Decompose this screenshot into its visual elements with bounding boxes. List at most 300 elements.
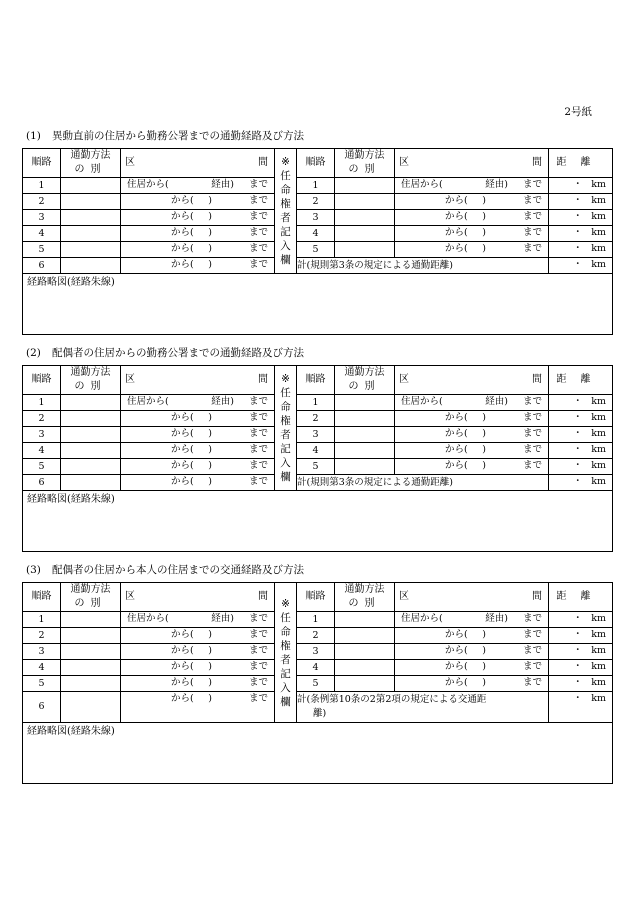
header-method-l2: の別 xyxy=(74,164,107,175)
distance-cell[interactable] xyxy=(549,459,613,475)
via-text: 経由) xyxy=(211,613,234,624)
dot-text: ・ xyxy=(573,179,583,190)
order-number: 5 xyxy=(23,676,61,692)
method-cell[interactable] xyxy=(335,628,395,644)
dot-text: ・ xyxy=(573,613,583,624)
from-text: から( xyxy=(171,677,194,688)
table-row xyxy=(23,692,613,723)
table-row xyxy=(23,660,613,676)
header-section xyxy=(121,583,275,612)
distance-cell[interactable] xyxy=(549,395,613,411)
section-cell[interactable] xyxy=(395,411,549,427)
order-number: 1 xyxy=(297,178,335,194)
order-number: 4 xyxy=(297,660,335,676)
until-text: まで xyxy=(522,444,542,455)
method-cell[interactable] xyxy=(335,443,395,459)
km-unit: km xyxy=(591,227,606,238)
from-home-text: 住居から( xyxy=(127,396,169,407)
until-text: まで xyxy=(248,211,268,222)
section-cell[interactable] xyxy=(121,612,275,628)
dot-text: ・ xyxy=(573,243,583,254)
close-paren: ) xyxy=(482,227,486,238)
appointer-char: 記 xyxy=(280,667,291,680)
header-method-l1: 通勤方法 xyxy=(344,367,385,378)
section-heading: 配偶者の住居から本人の住居までの交通経路及び方法 xyxy=(52,564,304,576)
section-cell[interactable] xyxy=(121,395,275,411)
from-text: から( xyxy=(445,661,468,672)
table-row xyxy=(23,628,613,644)
until-text: まで xyxy=(522,629,542,640)
until-text: まで xyxy=(248,677,268,688)
section-number: (1) xyxy=(26,130,41,142)
header-section xyxy=(395,366,549,395)
close-paren: ) xyxy=(208,243,212,254)
close-paren: ) xyxy=(208,428,212,439)
section-cell[interactable] xyxy=(121,210,275,226)
order-number: 2 xyxy=(297,194,335,210)
method-cell[interactable] xyxy=(61,395,121,411)
appointer-char: 入 xyxy=(280,681,291,694)
appointer-char: 命 xyxy=(280,401,291,413)
section-cell[interactable] xyxy=(395,178,549,194)
section-title xyxy=(26,562,304,577)
close-paren: ) xyxy=(482,412,486,423)
order-number: 4 xyxy=(297,226,335,242)
method-cell[interactable] xyxy=(335,178,395,194)
distance-cell[interactable] xyxy=(549,644,613,660)
until-text: まで xyxy=(248,227,268,238)
section-cell[interactable] xyxy=(121,644,275,660)
method-cell[interactable] xyxy=(61,628,121,644)
dot-text: ・ xyxy=(573,476,583,487)
via-text: 経由) xyxy=(211,396,234,407)
method-cell[interactable] xyxy=(335,459,395,475)
appointer-mark: ※ xyxy=(281,597,290,610)
distance-cell[interactable] xyxy=(549,411,613,427)
km-unit: km xyxy=(591,613,606,624)
appointer-column xyxy=(275,583,297,723)
from-text: から( xyxy=(171,693,194,704)
section-cell[interactable] xyxy=(121,194,275,210)
section-cell[interactable] xyxy=(121,258,275,274)
from-text: から( xyxy=(171,428,194,439)
header-section-b: 間 xyxy=(532,374,542,385)
via-text: 経由) xyxy=(485,396,508,407)
from-text: から( xyxy=(171,661,194,672)
section-cell[interactable] xyxy=(395,660,549,676)
form-number: 2号紙 xyxy=(564,106,592,118)
section-cell[interactable] xyxy=(121,427,275,443)
section-cell[interactable] xyxy=(121,660,275,676)
appointer-char: 者 xyxy=(280,653,291,666)
dot-text: ・ xyxy=(573,259,583,270)
table-row xyxy=(23,612,613,628)
section-cell[interactable] xyxy=(121,178,275,194)
km-unit: km xyxy=(591,412,606,423)
section-cell[interactable] xyxy=(121,411,275,427)
table-row xyxy=(23,644,613,660)
appointer-char: 権 xyxy=(280,639,291,652)
distance-cell[interactable] xyxy=(549,226,613,242)
method-cell[interactable] xyxy=(61,459,121,475)
distance-cell[interactable] xyxy=(549,443,613,459)
order-number: 3 xyxy=(23,210,61,226)
until-text: まで xyxy=(522,613,542,624)
close-paren: ) xyxy=(208,195,212,206)
total-line1: 計(規則第3条の規定による通勤距離) xyxy=(297,476,453,488)
header-method-l1: 通勤方法 xyxy=(70,367,111,378)
method-cell[interactable] xyxy=(61,427,121,443)
distance-cell[interactable] xyxy=(549,194,613,210)
section-cell[interactable] xyxy=(395,459,549,475)
order-number: 5 xyxy=(23,242,61,258)
close-paren: ) xyxy=(208,259,212,270)
header-method-l2: の別 xyxy=(348,381,381,392)
dot-text: ・ xyxy=(573,677,583,688)
header-section-a: 区 xyxy=(125,591,135,602)
table-row xyxy=(23,475,613,491)
header-section-b: 間 xyxy=(258,591,268,602)
km-unit: km xyxy=(591,243,606,254)
method-cell[interactable] xyxy=(335,644,395,660)
close-paren: ) xyxy=(482,460,486,471)
close-paren: ) xyxy=(208,661,212,672)
appointer-mark: ※ xyxy=(281,156,290,168)
section-cell[interactable] xyxy=(395,612,549,628)
appointer-char: 欄 xyxy=(280,254,291,266)
header-method-l2: の別 xyxy=(74,381,107,392)
header-section xyxy=(121,366,275,395)
appointer-char: 欄 xyxy=(280,471,291,483)
until-text: まで xyxy=(248,396,268,407)
from-text: から( xyxy=(445,211,468,222)
header-order: 順路 xyxy=(297,366,335,395)
distance-cell[interactable] xyxy=(549,258,613,274)
section-cell[interactable] xyxy=(121,459,275,475)
until-text: まで xyxy=(248,661,268,672)
dot-text: ・ xyxy=(573,460,583,471)
header-section-b: 間 xyxy=(532,591,542,602)
section-heading: 異動直前の住居から勤務公署までの通勤経路及び方法 xyxy=(52,130,304,142)
from-home-text: 住居から( xyxy=(401,613,443,624)
header-order: 順路 xyxy=(23,149,61,178)
table-row xyxy=(23,210,613,226)
method-cell[interactable] xyxy=(61,226,121,242)
from-text: から( xyxy=(445,460,468,471)
close-paren: ) xyxy=(482,211,486,222)
km-unit: km xyxy=(591,211,606,222)
section-cell[interactable] xyxy=(395,242,549,258)
header-section xyxy=(395,583,549,612)
order-number: 5 xyxy=(297,459,335,475)
section-cell[interactable] xyxy=(395,427,549,443)
via-text: 経由) xyxy=(485,179,508,190)
header-section-b: 間 xyxy=(258,157,268,168)
from-home-text: 住居から( xyxy=(401,396,443,407)
method-cell[interactable] xyxy=(335,660,395,676)
table-row xyxy=(23,226,613,242)
header-method xyxy=(335,583,395,612)
appointer-column xyxy=(275,366,297,491)
until-text: まで xyxy=(248,444,268,455)
until-text: まで xyxy=(248,412,268,423)
close-paren: ) xyxy=(208,412,212,423)
from-text: から( xyxy=(445,412,468,423)
from-text: から( xyxy=(171,243,194,254)
distance-cell[interactable] xyxy=(549,692,613,723)
close-paren: ) xyxy=(208,677,212,688)
method-cell[interactable] xyxy=(335,395,395,411)
total-line1: 計(条例第10条の2第2項の規定による交通距 xyxy=(297,694,487,705)
distance-cell[interactable] xyxy=(549,612,613,628)
close-paren: ) xyxy=(482,444,486,455)
section-number: (2) xyxy=(26,347,41,359)
method-cell[interactable] xyxy=(335,194,395,210)
until-text: まで xyxy=(248,460,268,471)
distance-cell[interactable] xyxy=(549,242,613,258)
method-cell[interactable] xyxy=(61,210,121,226)
km-unit: km xyxy=(591,629,606,640)
appointer-char: 任 xyxy=(280,387,291,399)
from-text: から( xyxy=(445,629,468,640)
section-cell[interactable] xyxy=(395,676,549,692)
from-text: から( xyxy=(171,444,194,455)
dot-text: ・ xyxy=(573,661,583,672)
section-cell[interactable] xyxy=(121,242,275,258)
total-line2: 離) xyxy=(313,708,327,719)
method-cell[interactable] xyxy=(335,411,395,427)
order-number: 2 xyxy=(23,411,61,427)
route-table xyxy=(22,148,613,335)
appointer-mark: ※ xyxy=(281,373,290,385)
appointer-char: 欄 xyxy=(280,695,291,708)
until-text: まで xyxy=(522,428,542,439)
order-number: 1 xyxy=(297,612,335,628)
header-order: 順路 xyxy=(23,583,61,612)
route-map-area[interactable] xyxy=(23,491,613,552)
dot-text: ・ xyxy=(573,211,583,222)
section-cell[interactable] xyxy=(395,395,549,411)
distance-cell[interactable] xyxy=(549,628,613,644)
route-map-area[interactable] xyxy=(23,274,613,335)
order-number: 1 xyxy=(23,612,61,628)
section-cell[interactable] xyxy=(121,475,275,491)
order-number: 6 xyxy=(23,475,61,491)
header-order: 順路 xyxy=(23,366,61,395)
header-method xyxy=(61,149,121,178)
order-number: 2 xyxy=(23,194,61,210)
close-paren: ) xyxy=(482,428,486,439)
route-table xyxy=(22,365,613,552)
order-number: 6 xyxy=(23,692,61,723)
table-row xyxy=(23,395,613,411)
distance-cell[interactable] xyxy=(549,210,613,226)
header-section xyxy=(395,149,549,178)
from-text: から( xyxy=(445,243,468,254)
method-cell[interactable] xyxy=(335,226,395,242)
distance-cell[interactable] xyxy=(549,475,613,491)
method-cell[interactable] xyxy=(335,242,395,258)
until-text: まで xyxy=(522,677,542,688)
from-text: から( xyxy=(171,460,194,471)
table-row xyxy=(23,676,613,692)
from-text: から( xyxy=(171,227,194,238)
method-cell[interactable] xyxy=(61,258,121,274)
dot-text: ・ xyxy=(573,195,583,206)
order-number: 2 xyxy=(297,411,335,427)
order-number: 3 xyxy=(297,427,335,443)
km-unit: km xyxy=(591,444,606,455)
distance-cell[interactable] xyxy=(549,676,613,692)
until-text: まで xyxy=(248,476,268,487)
method-cell[interactable] xyxy=(335,427,395,443)
section-cell[interactable] xyxy=(395,226,549,242)
dot-text: ・ xyxy=(573,629,583,640)
from-text: から( xyxy=(171,211,194,222)
header-section-a: 区 xyxy=(399,591,409,602)
method-cell[interactable] xyxy=(61,178,121,194)
order-number: 3 xyxy=(297,644,335,660)
km-unit: km xyxy=(591,460,606,471)
close-paren: ) xyxy=(208,227,212,238)
header-method-l1: 通勤方法 xyxy=(70,584,111,595)
section-title xyxy=(26,345,304,360)
method-cell[interactable] xyxy=(61,612,121,628)
distance-cell[interactable] xyxy=(549,178,613,194)
distance-cell[interactable] xyxy=(549,427,613,443)
method-cell[interactable] xyxy=(335,612,395,628)
close-paren: ) xyxy=(208,476,212,487)
table-row xyxy=(23,427,613,443)
until-text: まで xyxy=(248,693,268,704)
table-row xyxy=(23,178,613,194)
header-section-a: 区 xyxy=(125,157,135,168)
dot-text: ・ xyxy=(573,444,583,455)
km-unit: km xyxy=(591,661,606,672)
header-method-l2: の別 xyxy=(348,598,381,609)
dot-text: ・ xyxy=(573,645,583,656)
method-cell[interactable] xyxy=(61,194,121,210)
appointer-char: 記 xyxy=(280,226,291,238)
table-row xyxy=(23,459,613,475)
appointer-char: 入 xyxy=(280,240,291,252)
from-text: から( xyxy=(445,195,468,206)
header-section-a: 区 xyxy=(399,157,409,168)
header-distance: 距離 xyxy=(549,583,613,612)
method-cell[interactable] xyxy=(61,411,121,427)
until-text: まで xyxy=(248,645,268,656)
until-text: まで xyxy=(248,195,268,206)
close-paren: ) xyxy=(482,677,486,688)
order-number: 3 xyxy=(23,427,61,443)
close-paren: ) xyxy=(482,661,486,672)
from-text: から( xyxy=(171,259,194,270)
section-cell[interactable] xyxy=(121,226,275,242)
header-distance: 距離 xyxy=(549,149,613,178)
header-method xyxy=(335,366,395,395)
section-cell[interactable] xyxy=(395,210,549,226)
order-number: 1 xyxy=(297,395,335,411)
dot-text: ・ xyxy=(573,396,583,407)
header-method-l1: 通勤方法 xyxy=(344,584,385,595)
km-unit: km xyxy=(591,195,606,206)
section-cell[interactable] xyxy=(395,443,549,459)
from-text: から( xyxy=(171,645,194,656)
section-cell[interactable] xyxy=(395,644,549,660)
close-paren: ) xyxy=(482,645,486,656)
appointer-char: 者 xyxy=(280,429,291,441)
header-order: 順路 xyxy=(297,583,335,612)
total-line1: 計(規則第3条の規定による通勤距離) xyxy=(297,259,453,271)
total-label xyxy=(297,475,549,491)
from-text: から( xyxy=(171,412,194,423)
from-home-text: 住居から( xyxy=(401,179,443,190)
section-number: (3) xyxy=(26,564,41,576)
order-number: 2 xyxy=(23,628,61,644)
dot-text: ・ xyxy=(573,227,583,238)
method-cell[interactable] xyxy=(61,660,121,676)
km-unit: km xyxy=(591,179,606,190)
table-row xyxy=(23,411,613,427)
method-cell[interactable] xyxy=(61,443,121,459)
section-cell[interactable] xyxy=(395,194,549,210)
header-method xyxy=(61,366,121,395)
from-text: から( xyxy=(445,677,468,688)
header-method-l1: 通勤方法 xyxy=(70,150,111,161)
order-number: 4 xyxy=(23,660,61,676)
header-distance: 距離 xyxy=(549,366,613,395)
until-text: まで xyxy=(522,195,542,206)
table-row xyxy=(23,242,613,258)
until-text: まで xyxy=(248,179,268,190)
appointer-char: 記 xyxy=(280,443,291,455)
method-cell[interactable] xyxy=(335,676,395,692)
header-method xyxy=(61,583,121,612)
order-number: 5 xyxy=(297,242,335,258)
section-title xyxy=(26,128,304,143)
section-cell[interactable] xyxy=(395,628,549,644)
table-row xyxy=(23,194,613,210)
table-row xyxy=(23,443,613,459)
order-number: 1 xyxy=(23,178,61,194)
method-cell[interactable] xyxy=(61,644,121,660)
method-cell[interactable] xyxy=(61,692,121,723)
until-text: まで xyxy=(522,179,542,190)
route-map-area[interactable] xyxy=(23,723,613,784)
section-cell[interactable] xyxy=(121,443,275,459)
section-cell[interactable] xyxy=(121,628,275,644)
appointer-char: 任 xyxy=(280,170,291,182)
from-text: から( xyxy=(445,428,468,439)
method-cell[interactable] xyxy=(61,242,121,258)
dot-text: ・ xyxy=(573,412,583,423)
method-cell[interactable] xyxy=(61,676,121,692)
distance-cell[interactable] xyxy=(549,660,613,676)
until-text: まで xyxy=(522,645,542,656)
section-cell[interactable] xyxy=(121,676,275,692)
until-text: まで xyxy=(522,227,542,238)
method-cell[interactable] xyxy=(61,475,121,491)
header-section-b: 間 xyxy=(258,374,268,385)
appointer-column xyxy=(275,149,297,274)
section-cell[interactable] xyxy=(121,692,275,723)
appointer-char: 入 xyxy=(280,457,291,469)
order-number: 2 xyxy=(297,628,335,644)
order-number: 4 xyxy=(23,443,61,459)
method-cell[interactable] xyxy=(335,210,395,226)
route-map-label: 経路略図(経路朱線) xyxy=(27,494,115,505)
km-unit: km xyxy=(591,677,606,688)
